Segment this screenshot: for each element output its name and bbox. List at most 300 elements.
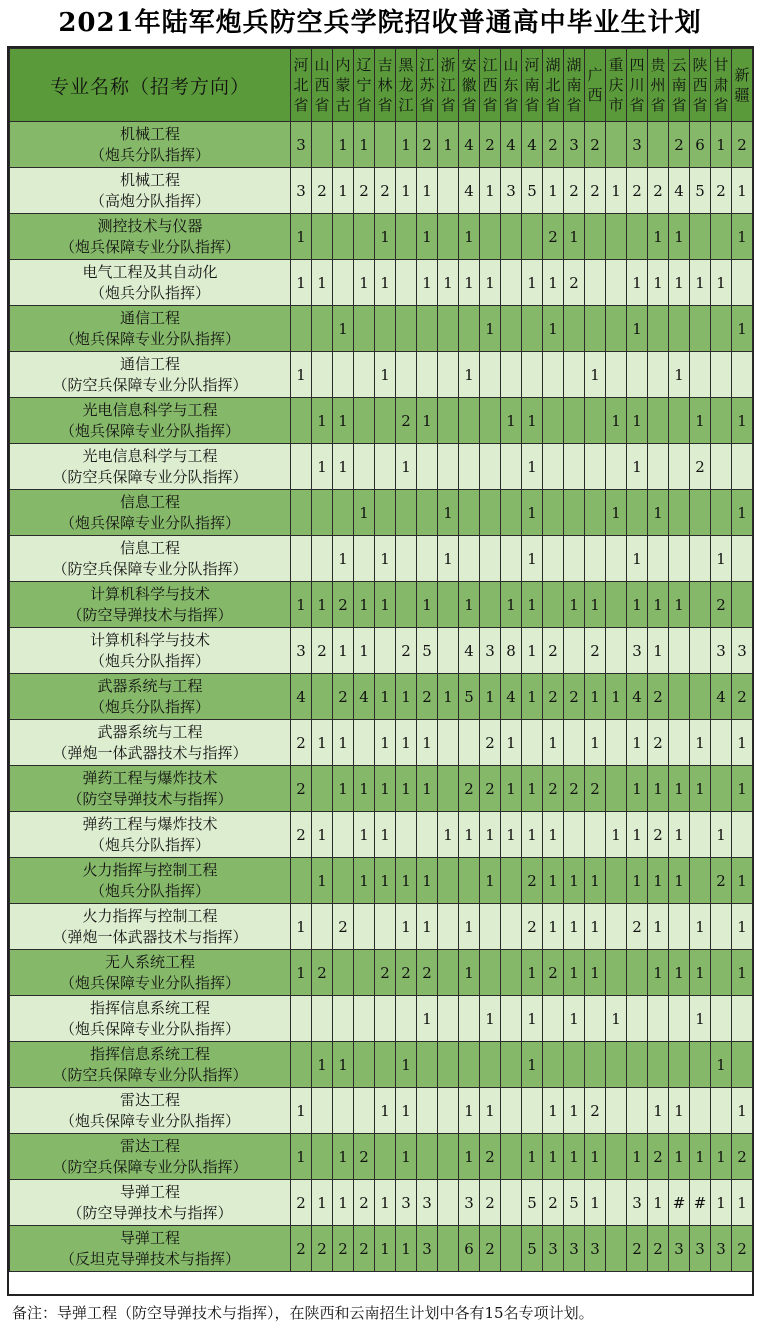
- quota-cell: 1: [459, 214, 480, 260]
- major-direction: （炮兵保障专业分队指挥）: [59, 973, 240, 992]
- quota-cell: 1: [417, 168, 438, 214]
- quota-cell: 1: [585, 858, 606, 904]
- quota-cell: 2: [648, 812, 669, 858]
- quota-cell: 2: [354, 1226, 375, 1272]
- quota-cell: 3: [291, 628, 312, 674]
- quota-cell: [585, 306, 606, 352]
- province-header-char: 省: [650, 96, 666, 114]
- quota-cell: [312, 352, 333, 398]
- quota-cell: 2: [648, 1134, 669, 1180]
- major-name: 武器系统与工程: [97, 722, 203, 741]
- quota-cell: [585, 490, 606, 536]
- quota-cell: 1: [459, 352, 480, 398]
- province-header-char: 南: [524, 76, 540, 94]
- province-header-char: 龙: [398, 76, 414, 94]
- quota-cell: 2: [732, 122, 753, 168]
- quota-cell: 3: [501, 168, 522, 214]
- quota-cell: 1: [732, 904, 753, 950]
- quota-cell: 1: [333, 536, 354, 582]
- quota-cell: [291, 398, 312, 444]
- quota-cell: [375, 628, 396, 674]
- quota-cell: [438, 444, 459, 490]
- quota-cell: [501, 260, 522, 306]
- quota-cell: 1: [648, 766, 669, 812]
- quota-cell: [648, 1042, 669, 1088]
- quota-cell: 1: [480, 812, 501, 858]
- province-header-char: 省: [293, 96, 309, 114]
- major-direction: （炮兵分队指挥）: [89, 881, 210, 900]
- quota-cell: 1: [333, 444, 354, 490]
- table-row: [10, 444, 753, 490]
- quota-cell: [501, 904, 522, 950]
- major-cell: [10, 214, 291, 260]
- quota-cell: 1: [627, 766, 648, 812]
- quota-cell: 2: [564, 674, 585, 720]
- quota-cell: 1: [501, 766, 522, 812]
- quota-cell: #: [690, 1180, 711, 1226]
- table-row: [10, 950, 753, 996]
- major-name: 弹药工程与爆炸技术: [82, 814, 218, 833]
- quota-cell: 4: [501, 122, 522, 168]
- province-header-char: 吉: [377, 56, 393, 74]
- quota-cell: 1: [333, 306, 354, 352]
- quota-cell: 1: [648, 950, 669, 996]
- quota-cell: 1: [375, 260, 396, 306]
- quota-cell: [291, 444, 312, 490]
- quota-cell: 2: [648, 720, 669, 766]
- quota-cell: 1: [606, 812, 627, 858]
- major-direction: （炮兵分队指挥）: [89, 697, 210, 716]
- quota-cell: 1: [312, 398, 333, 444]
- quota-cell: 1: [333, 398, 354, 444]
- quota-cell: 1: [690, 904, 711, 950]
- quota-cell: [396, 536, 417, 582]
- quota-cell: 1: [543, 1088, 564, 1134]
- province-header-char: 省: [524, 96, 540, 114]
- major-cell: [10, 1134, 291, 1180]
- quota-cell: 2: [417, 122, 438, 168]
- major-name: 导弹工程: [119, 1228, 180, 1247]
- province-header-char: 庆: [608, 76, 624, 94]
- quota-cell: [543, 352, 564, 398]
- table-header-row: [10, 49, 753, 122]
- quota-cell: [354, 306, 375, 352]
- major-cell: [10, 352, 291, 398]
- quota-cell: [648, 122, 669, 168]
- province-header-char: 省: [314, 96, 330, 114]
- quota-cell: 2: [354, 1134, 375, 1180]
- quota-cell: 3: [417, 1180, 438, 1226]
- major-name: 信息工程: [119, 492, 180, 511]
- province-header-char: 江: [440, 76, 456, 94]
- quota-cell: [690, 490, 711, 536]
- quota-cell: 1: [732, 766, 753, 812]
- quota-cell: 1: [522, 1042, 543, 1088]
- quota-cell: 1: [417, 766, 438, 812]
- quota-cell: 1: [501, 720, 522, 766]
- province-header-char: 川: [629, 76, 645, 94]
- quota-cell: [501, 306, 522, 352]
- quota-cell: 2: [543, 766, 564, 812]
- table-row: [10, 904, 753, 950]
- province-header-char: 河: [293, 56, 309, 74]
- quota-cell: 1: [417, 720, 438, 766]
- quota-cell: 1: [648, 858, 669, 904]
- quota-cell: 2: [627, 904, 648, 950]
- quota-cell: [375, 1134, 396, 1180]
- quota-cell: 5: [459, 674, 480, 720]
- quota-cell: [564, 306, 585, 352]
- table-row: [10, 1042, 753, 1088]
- quota-cell: 4: [459, 628, 480, 674]
- quota-cell: [711, 306, 732, 352]
- quota-cell: 1: [564, 1134, 585, 1180]
- quota-cell: 1: [354, 628, 375, 674]
- province-header-char: 浙: [440, 56, 456, 74]
- province-header-char: 市: [608, 96, 624, 114]
- quota-cell: [543, 444, 564, 490]
- quota-cell: 1: [690, 766, 711, 812]
- quota-cell: 1: [375, 1180, 396, 1226]
- quota-cell: [585, 398, 606, 444]
- quota-cell: 1: [396, 674, 417, 720]
- province-header-char: 西: [482, 76, 498, 94]
- quota-cell: [732, 536, 753, 582]
- quota-cell: 1: [375, 766, 396, 812]
- quota-cell: [711, 1088, 732, 1134]
- quota-cell: [354, 996, 375, 1042]
- table-row: [10, 1088, 753, 1134]
- quota-cell: [480, 582, 501, 628]
- quota-cell: 1: [627, 1134, 648, 1180]
- quota-cell: [690, 214, 711, 260]
- quota-cell: [669, 628, 690, 674]
- major-direction: （防空兵保障专业分队指挥）: [52, 559, 248, 578]
- major-direction: （防空导弹技术与指挥）: [67, 789, 233, 808]
- quota-cell: 1: [606, 996, 627, 1042]
- quota-cell: 2: [585, 122, 606, 168]
- major-cell: [10, 536, 291, 582]
- major-name: 火力指挥与控制工程: [82, 906, 218, 925]
- quota-cell: 1: [732, 306, 753, 352]
- quota-cell: [669, 306, 690, 352]
- quota-cell: [480, 1042, 501, 1088]
- quota-cell: 2: [333, 1226, 354, 1272]
- quota-cell: 1: [522, 444, 543, 490]
- quota-cell: 2: [312, 168, 333, 214]
- province-header-char: 古: [335, 96, 351, 114]
- quota-cell: [690, 582, 711, 628]
- table-row: [10, 352, 753, 398]
- quota-cell: [312, 536, 333, 582]
- major-column-header: 专业名称（招考方向）: [10, 49, 291, 122]
- quota-cell: [690, 536, 711, 582]
- quota-cell: 1: [291, 352, 312, 398]
- quota-cell: [732, 352, 753, 398]
- quota-cell: [438, 352, 459, 398]
- quota-cell: [438, 628, 459, 674]
- quota-cell: 1: [396, 1088, 417, 1134]
- quota-cell: [480, 950, 501, 996]
- table-row: [10, 674, 753, 720]
- quota-cell: 1: [396, 122, 417, 168]
- major-direction: （炮兵分队指挥）: [89, 283, 210, 302]
- major-direction: （防空导弹技术与指挥）: [67, 1203, 233, 1222]
- quota-cell: 3: [543, 1226, 564, 1272]
- quota-cell: [564, 1042, 585, 1088]
- quota-cell: 3: [585, 1226, 606, 1272]
- quota-cell: [522, 214, 543, 260]
- quota-cell: [606, 628, 627, 674]
- quota-cell: 1: [522, 260, 543, 306]
- province-header: [711, 49, 732, 122]
- quota-cell: 1: [585, 582, 606, 628]
- quota-cell: [543, 996, 564, 1042]
- quota-cell: 1: [291, 582, 312, 628]
- province-header-char: 疆: [734, 86, 750, 104]
- province-header-char: 南: [671, 76, 687, 94]
- quota-cell: [291, 306, 312, 352]
- quota-cell: 2: [291, 1226, 312, 1272]
- quota-cell: [543, 1042, 564, 1088]
- table-body: [10, 122, 753, 1272]
- quota-cell: 1: [459, 904, 480, 950]
- quota-cell: [417, 1134, 438, 1180]
- quota-cell: [585, 536, 606, 582]
- quota-cell: 1: [438, 674, 459, 720]
- quota-cell: 1: [375, 858, 396, 904]
- quota-cell: 1: [732, 214, 753, 260]
- quota-cell: 1: [648, 628, 669, 674]
- quota-cell: [333, 490, 354, 536]
- province-header-char: 南: [566, 76, 582, 94]
- quota-cell: 3: [417, 1226, 438, 1272]
- major-direction: （防空兵保障专业分队指挥）: [52, 1065, 248, 1084]
- quota-cell: [396, 306, 417, 352]
- quota-cell: [606, 260, 627, 306]
- major-direction: （炮兵保障专业分队指挥）: [59, 421, 240, 440]
- quota-cell: 1: [627, 306, 648, 352]
- quota-cell: 2: [543, 122, 564, 168]
- quota-cell: 3: [690, 1226, 711, 1272]
- quota-cell: [669, 444, 690, 490]
- quota-cell: [564, 812, 585, 858]
- quota-cell: [438, 904, 459, 950]
- province-header: [417, 49, 438, 122]
- quota-cell: 1: [396, 1134, 417, 1180]
- quota-cell: [522, 1088, 543, 1134]
- quota-cell: 1: [711, 1042, 732, 1088]
- quota-cell: [606, 766, 627, 812]
- major-cell: [10, 260, 291, 306]
- quota-cell: 1: [669, 1088, 690, 1134]
- quota-cell: [669, 674, 690, 720]
- quota-cell: 2: [564, 766, 585, 812]
- quota-cell: [606, 720, 627, 766]
- page-title: 2021年陆军炮兵防空兵学院招收普通高中毕业生计划: [58, 8, 702, 38]
- major-direction: （炮兵保障专业分队指挥）: [59, 513, 240, 532]
- quota-cell: [732, 812, 753, 858]
- quota-cell: 1: [354, 858, 375, 904]
- quota-cell: 1: [501, 582, 522, 628]
- quota-cell: [438, 1226, 459, 1272]
- quota-cell: 1: [375, 812, 396, 858]
- major-cell: [10, 1088, 291, 1134]
- quota-cell: 1: [564, 950, 585, 996]
- quota-cell: 1: [669, 352, 690, 398]
- province-header-char: 省: [503, 96, 519, 114]
- quota-cell: [396, 214, 417, 260]
- province-header-char: 苏: [419, 76, 435, 94]
- major-name: 计算机科学与技术: [89, 584, 210, 603]
- quota-cell: 1: [333, 122, 354, 168]
- quota-cell: 1: [354, 812, 375, 858]
- quota-cell: [732, 582, 753, 628]
- quota-cell: 2: [648, 674, 669, 720]
- quota-cell: 1: [669, 1134, 690, 1180]
- quota-cell: 2: [480, 766, 501, 812]
- province-header-char: 省: [713, 96, 729, 114]
- quota-cell: 1: [648, 1180, 669, 1226]
- quota-cell: [501, 996, 522, 1042]
- quota-cell: 1: [648, 1088, 669, 1134]
- province-header-char: 省: [692, 96, 708, 114]
- quota-cell: 1: [543, 1134, 564, 1180]
- major-name: 机械工程: [119, 124, 180, 143]
- major-name: 指挥信息系统工程: [89, 998, 210, 1017]
- major-name: 通信工程: [119, 354, 180, 373]
- quota-cell: 1: [585, 720, 606, 766]
- province-header-char: 肃: [713, 76, 729, 94]
- quota-cell: [669, 1042, 690, 1088]
- quota-cell: 1: [606, 674, 627, 720]
- quota-cell: 2: [480, 1180, 501, 1226]
- table-row: [10, 582, 753, 628]
- quota-cell: 1: [375, 536, 396, 582]
- quota-cell: #: [669, 1180, 690, 1226]
- table-row: [10, 1226, 753, 1272]
- quota-cell: 1: [585, 904, 606, 950]
- major-name: 信息工程: [119, 538, 180, 557]
- major-cell: [10, 950, 291, 996]
- quota-cell: [459, 306, 480, 352]
- province-header-char: 蒙: [335, 76, 351, 94]
- quota-cell: 1: [312, 1180, 333, 1226]
- major-cell: [10, 306, 291, 352]
- quota-cell: 1: [585, 950, 606, 996]
- major-cell: [10, 398, 291, 444]
- quota-cell: 2: [396, 950, 417, 996]
- quota-cell: 1: [375, 1088, 396, 1134]
- quota-cell: 2: [480, 1134, 501, 1180]
- quota-cell: 4: [711, 674, 732, 720]
- quota-cell: [606, 1226, 627, 1272]
- quota-cell: 1: [690, 260, 711, 306]
- quota-cell: [627, 1042, 648, 1088]
- quota-cell: 1: [606, 490, 627, 536]
- quota-cell: 1: [333, 1180, 354, 1226]
- quota-cell: [732, 996, 753, 1042]
- quota-cell: [333, 260, 354, 306]
- table-row: [10, 168, 753, 214]
- province-header-char: 省: [419, 96, 435, 114]
- quota-cell: 1: [480, 168, 501, 214]
- quota-cell: 1: [417, 582, 438, 628]
- quota-cell: 2: [585, 766, 606, 812]
- quota-cell: [333, 996, 354, 1042]
- quota-cell: [732, 444, 753, 490]
- quota-cell: [312, 674, 333, 720]
- quota-cell: 1: [312, 858, 333, 904]
- quota-cell: 2: [627, 1226, 648, 1272]
- quota-cell: [690, 352, 711, 398]
- province-header-char: 湖: [545, 56, 561, 74]
- table-row: [10, 260, 753, 306]
- quota-cell: 1: [543, 812, 564, 858]
- quota-cell: [669, 904, 690, 950]
- table-row: [10, 628, 753, 674]
- province-header: [312, 49, 333, 122]
- quota-cell: 2: [291, 1180, 312, 1226]
- quota-cell: 1: [564, 858, 585, 904]
- quota-cell: 4: [627, 674, 648, 720]
- province-header-char: 辽: [356, 56, 372, 74]
- quota-cell: [396, 996, 417, 1042]
- quota-cell: [564, 444, 585, 490]
- quota-cell: [690, 674, 711, 720]
- province-header-char: 湖: [566, 56, 582, 74]
- quota-cell: [585, 996, 606, 1042]
- quota-cell: [627, 996, 648, 1042]
- quota-cell: [606, 950, 627, 996]
- quota-cell: 1: [627, 444, 648, 490]
- quota-cell: 4: [354, 674, 375, 720]
- quota-cell: [711, 720, 732, 766]
- province-header-char: 四: [629, 56, 645, 74]
- quota-cell: [438, 214, 459, 260]
- table-row: [10, 720, 753, 766]
- quota-cell: 1: [396, 1226, 417, 1272]
- quota-cell: 1: [606, 168, 627, 214]
- quota-cell: [669, 996, 690, 1042]
- province-header-char: 宁: [356, 76, 372, 94]
- major-cell: [10, 628, 291, 674]
- quota-cell: 2: [480, 122, 501, 168]
- quota-cell: [543, 490, 564, 536]
- quota-cell: 1: [732, 398, 753, 444]
- quota-cell: 1: [396, 1042, 417, 1088]
- quota-cell: [606, 122, 627, 168]
- quota-cell: [606, 904, 627, 950]
- quota-cell: 1: [291, 904, 312, 950]
- quota-cell: [459, 398, 480, 444]
- quota-cell: [501, 536, 522, 582]
- quota-cell: 1: [732, 950, 753, 996]
- quota-cell: [522, 352, 543, 398]
- quota-cell: [459, 444, 480, 490]
- quota-cell: [480, 536, 501, 582]
- enrollment-plan-table: [7, 46, 754, 1296]
- quota-cell: 1: [333, 1042, 354, 1088]
- province-header: [669, 49, 690, 122]
- quota-cell: 1: [543, 904, 564, 950]
- quota-cell: [459, 720, 480, 766]
- province-header: [648, 49, 669, 122]
- quota-cell: 1: [459, 812, 480, 858]
- quota-cell: [354, 352, 375, 398]
- quota-cell: 1: [711, 1134, 732, 1180]
- quota-cell: 1: [669, 950, 690, 996]
